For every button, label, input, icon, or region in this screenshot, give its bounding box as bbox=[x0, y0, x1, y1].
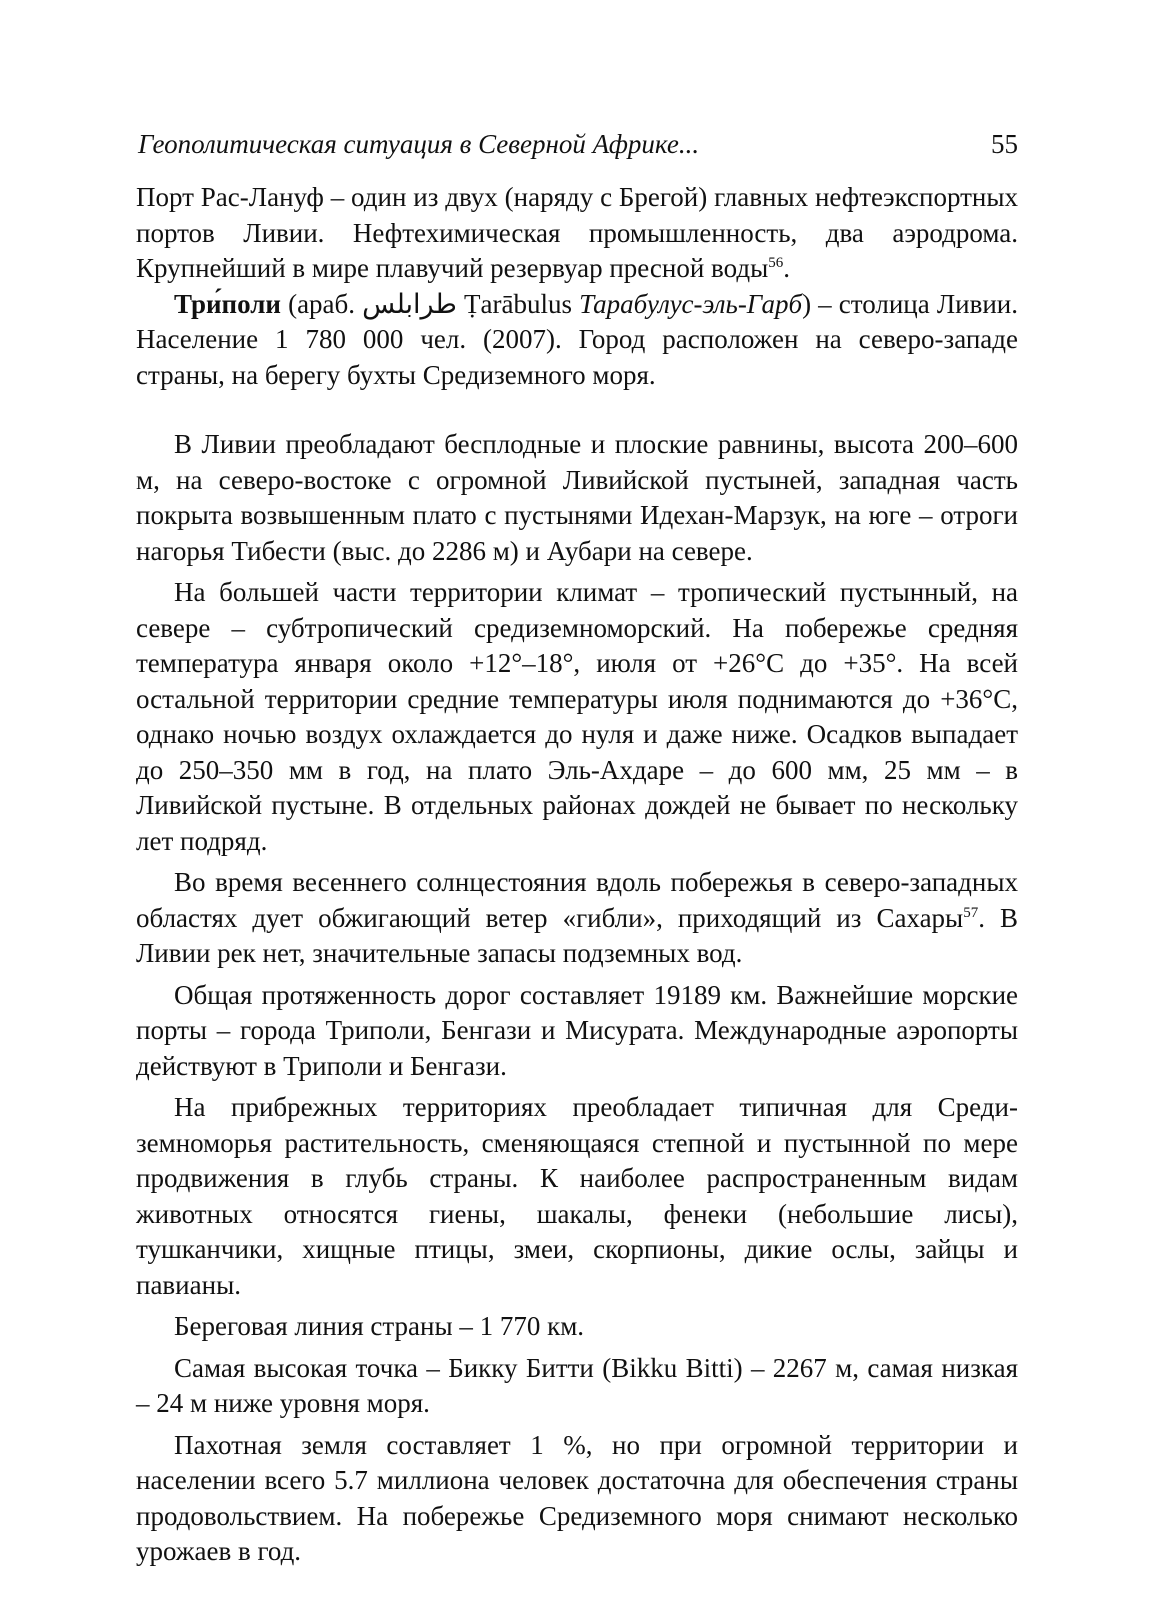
page-header bbox=[138, 127, 1018, 167]
arabic-name: طرابلس bbox=[362, 288, 457, 319]
paragraph-text: ) – столица Ливии. Население 1 780 000 чел. (2007). Город расположен на северо-западе страны, на берегу бухты Средиземного моря. bbox=[136, 288, 1019, 390]
footnote-ref: 56 bbox=[768, 255, 784, 271]
body-text bbox=[136, 180, 1018, 1570]
paragraph-text: Порт Рас-Лануф – один из двух (наряду с Брегой) главных нефтеэкспортных портов Ливии. Нефтехимическая промышленность, два аэродрома. Крупнейший в мире плавучий резервуар пресной воды bbox=[136, 182, 1018, 283]
term-tripoli: Три́поли bbox=[174, 288, 281, 319]
page-number: 55 bbox=[991, 129, 1018, 159]
running-title: Геополитическая ситуация в Северной Африке... bbox=[138, 129, 700, 159]
paragraph-wind bbox=[136, 865, 1018, 972]
paragraph-roads: Общая протяженность дорог составляет 19189 км. Важнейшие морские порты – города Триполи, Бенгази и Мисурата. Международные аэропорты действуют в Триполи и Бенгази. bbox=[136, 979, 1018, 1081]
paragraph-coastline: Береговая линия страны – 1 770 км. bbox=[174, 1311, 585, 1341]
italic-name: Тарабулус-эль-Гарб bbox=[579, 288, 803, 319]
paragraph-text: (араб. bbox=[280, 288, 363, 319]
paragraph-text: . bbox=[783, 253, 790, 283]
footnote-ref: 57 bbox=[963, 904, 979, 921]
paragraph-text: Во время весеннего солнцестояния вдоль побережья в северо-западных областях дует обжигающий ветер «гибли», приходящий из Сахары bbox=[136, 867, 1018, 933]
paragraph-ras-lanuf bbox=[136, 180, 1018, 287]
paragraph-agriculture: Пахотная земля составляет 1 %, но при огромной территории и населении всего 5.7 миллиона человек достаточна для обеспечения страны продовольствием. На побережье Средиземного моря снимают несколько урожаев в год. bbox=[136, 1429, 1018, 1566]
paragraph-text: . В Ливии рек нет, значительные запасы подземных вод. bbox=[136, 902, 1018, 968]
paragraph-relief: В Ливии преобладают бесплодные и плоские равнины, высота 200–600 м, на северо-востоке с огромной Ливийской пустыней, западная часть покрыта возвышенным плато с пустынями Идехан-Марзук, на юге – отроги нагорья Тибести (выс. до 2286 м) и Аубари на севере. bbox=[136, 429, 1018, 566]
paragraph-tripoli bbox=[136, 287, 1018, 394]
paragraph-text: Ṭarābulus bbox=[456, 288, 580, 319]
paragraph-climate: На большей части территории климат – тропический пустынный, на севере – субтропический средиземноморский. На побережье средняя температура января около +12°–18°, июля от +26°С до +35°. На всей остальной территории средние температуры июля поднимаются до +36°С, однако ночью воздух охлаждается до нуля и даже ниже. Осадков выпадает до 250–350 мм в год, на плато Эль-Ахдаре – до 600 мм, 25 мм – в Ливийской пустыне. В отдельных районах дождей не бывает по нескольку лет подряд. bbox=[136, 577, 1018, 856]
paragraph-elevation: Самая высокая точка – Бикку Битти (Bikku Bitti) – 2267 м, самая низкая – 24 м ниже уровня моря. bbox=[136, 1352, 1018, 1418]
paragraph-flora-fauna: На прибрежных территориях преобладает типичная для Средиземноморья растительность, сменяющаяся степной и пустынной по мере продвижения в глубь страны. К наиболее распространенным видам животных относятся гиены, шакалы, фенеки (небольшие лисы), тушканчики, хищные птицы, змеи, скорпионы, дикие ослы, зайцы и павианы. bbox=[136, 1092, 1018, 1300]
